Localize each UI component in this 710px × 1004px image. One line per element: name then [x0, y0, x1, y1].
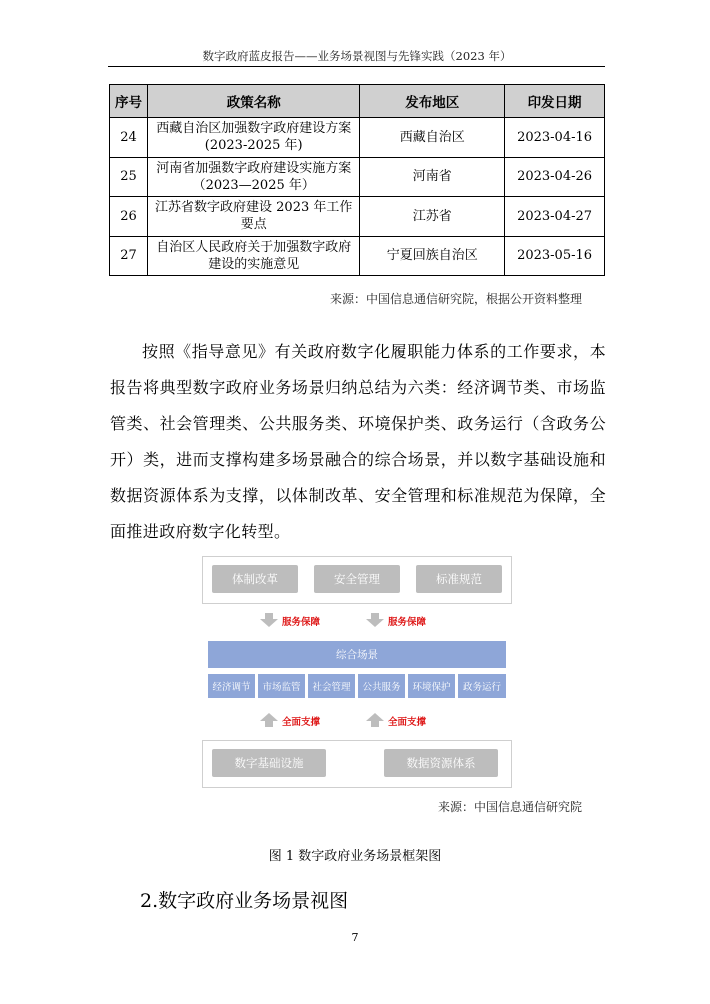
bottom-box-data-resources: 数据资源体系 [384, 749, 498, 777]
table-header-row [110, 85, 605, 118]
framework-diagram [202, 556, 512, 796]
category-environment: 环境保护 [408, 674, 455, 698]
table-row [110, 118, 605, 158]
table-row [110, 197, 605, 237]
cell-no: 27 [110, 236, 148, 276]
cell-date: 2023-04-16 [505, 118, 605, 158]
header-rule [108, 66, 605, 67]
down-arrow-icon [366, 613, 384, 627]
figure-caption: 图 1 数字政府业务场景框架图 [268, 849, 442, 864]
down-arrow-icon [260, 613, 278, 627]
cell-region: 江苏省 [360, 197, 505, 237]
cell-region: 宁夏回族自治区 [360, 236, 505, 276]
cell-date: 2023-05-16 [505, 236, 605, 276]
page-number: 7 [351, 931, 359, 944]
up-arrow-icon [260, 713, 278, 727]
section-heading: 2.数字政府业务场景视图 [140, 890, 349, 912]
cell-name: 江苏省数字政府建设 2023 年工作要点 [147, 197, 360, 237]
category-market: 市场监管 [258, 674, 305, 698]
cell-name: 西藏自治区加强数字政府建设方案(2023-2025 年) [147, 118, 360, 158]
table-row [110, 236, 605, 276]
table-row [110, 157, 605, 197]
integrated-scene-bar: 综合场景 [208, 641, 506, 668]
policy-table [109, 84, 605, 276]
col-header-name: 政策名称 [147, 85, 360, 118]
bottom-box-infrastructure: 数字基础设施 [212, 749, 326, 777]
guarantee-label: 服务保障 [282, 617, 321, 628]
support-label: 全面支撑 [388, 717, 427, 728]
body-paragraph [110, 334, 606, 550]
category-economic: 经济调节 [208, 674, 255, 698]
top-box-standards: 标准规范 [416, 565, 502, 593]
cell-name: 自治区人民政府关于加强数字政府建设的实施意见 [147, 236, 360, 276]
cell-region: 西藏自治区 [360, 118, 505, 158]
cell-date: 2023-04-27 [505, 197, 605, 237]
integrated-scene-block [208, 641, 506, 705]
category-social: 社会管理 [308, 674, 355, 698]
guarantee-label: 服务保障 [388, 617, 427, 628]
top-box-security: 安全管理 [314, 565, 400, 593]
category-public: 公共服务 [358, 674, 405, 698]
col-header-no: 序号 [110, 85, 148, 118]
table-source: 来源：中国信息通信研究院，根据公开资料整理 [329, 292, 582, 306]
cell-date: 2023-04-26 [505, 157, 605, 197]
paragraph-text: 按照《指导意见》有关政府数字化履职能力体系的工作要求，本报告将典型数字政府业务场景归纳总结为六类：经济调节类、市场监管类、社会管理类、公共服务类、环境保护类、政务运行（含政务公开）类，进而支撑构建多场景融合的综合场景，并以数字基础设施和数据资源体系为支撑，以体制改革、安全管理和标准规范为保障，全面推进政府数字化转型。 [110, 342, 606, 541]
support-label: 全面支撑 [282, 717, 321, 728]
top-box-reform: 体制改革 [212, 565, 298, 593]
col-header-region: 发布地区 [360, 85, 505, 118]
running-header: 数字政府蓝皮报告——业务场景视图与先锋实践（2023 年） [202, 49, 512, 63]
col-header-date: 印发日期 [505, 85, 605, 118]
cell-no: 25 [110, 157, 148, 197]
cell-name: 河南省加强数字政府建设实施方案（2023—2025 年） [147, 157, 360, 197]
cell-region: 河南省 [360, 157, 505, 197]
cell-no: 24 [110, 118, 148, 158]
cell-no: 26 [110, 197, 148, 237]
category-operation: 政务运行 [458, 674, 506, 698]
up-arrow-icon [366, 713, 384, 727]
figure-source: 来源：中国信息通信研究院 [437, 800, 582, 814]
